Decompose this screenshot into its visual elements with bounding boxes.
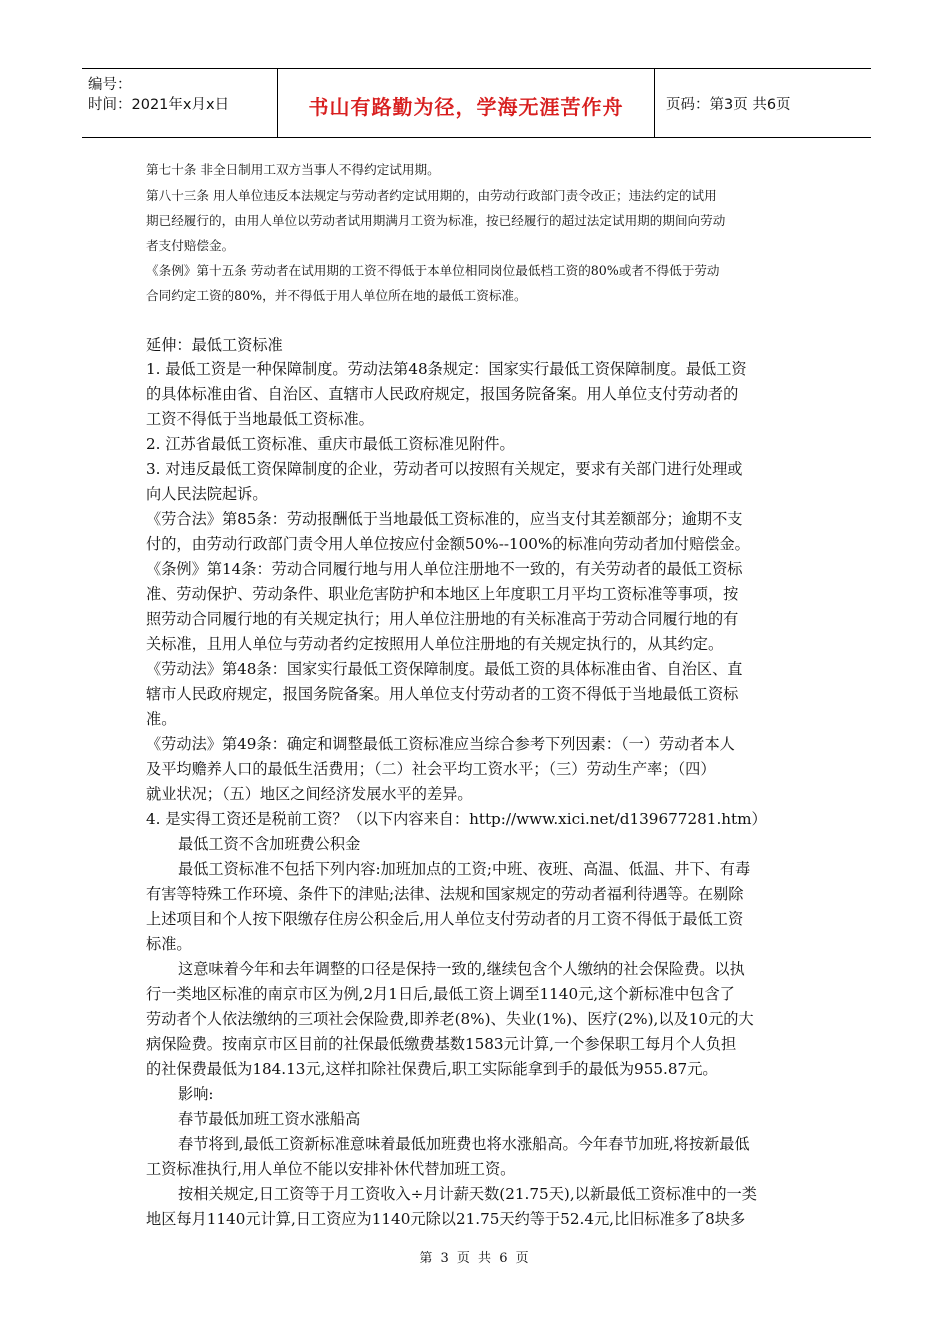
text-line: 《条例》第十五条 劳动者在试用期的工资不得低于本单位相同岗位最低档工资的80%或者不得低于劳动 (146, 263, 720, 278)
text-line: 《劳合法》第85条：劳动报酬低于当地最低工资标准的，应当支付其差额部分；逾期不支 (146, 510, 743, 528)
text-line: 春节将到,最低工资新标准意味着最低加班费也将水涨船高。今年春节加班,将按新最低 (178, 1135, 750, 1153)
text-line: 及平均赡养人口的最低生活费用；（二）社会平均工资水平；（三）劳动生产率；（四） (146, 760, 716, 778)
header-meta (88, 75, 276, 115)
text-line: 上述项目和个人按下限缴存住房公积金后,用人单位支付劳动者的月工资不得低于最低工资 (146, 910, 744, 928)
text-line: 工资不得低于当地最低工资标准。 (146, 410, 374, 428)
text-line: 劳动者个人依法缴纳的三项社会保险费,即养老(8%)、失业(1%)、医疗(2%),以及10元的大 (146, 1010, 754, 1028)
text-line: 向人民法院起诉。 (146, 485, 268, 503)
header-page-info: 页码：第3页 共6页 (666, 97, 791, 113)
text-line: 2. 江苏省最低工资标准、重庆市最低工资标准见附件。 (146, 435, 515, 453)
text-line: 有害等特殊工作环境、条件下的津贴;法律、法规和国家规定的劳动者福利待遇等。在剔除 (146, 885, 744, 903)
page-header (82, 68, 871, 138)
text-line: 准、劳动保护、劳动条件、职业危害防护和本地区上年度职工月平均工资标准等事项，按 (146, 585, 739, 603)
text-line: 病保险费。按南京市区目前的社保最低缴费基数1583元计算,一个参保职工每月个人负担 (146, 1035, 737, 1053)
text-line: 第七十条 非全日制用工双方当事人不得约定试用期。 (146, 162, 440, 177)
header-motto: 书山有路勤为径，学海无涯苦作舟 (308, 95, 624, 119)
text-line: 关标准，且用人单位与劳动者约定按照用人单位注册地的有关规定执行的，从其约定。 (146, 635, 724, 653)
text-line: 工资标准执行,用人单位不能以安排补休代替加班工资。 (146, 1160, 516, 1178)
subheading: 春节最低加班工资水涨船高 (178, 1110, 361, 1128)
text-line: 准。 (146, 710, 177, 728)
text-line: 的社保费最低为184.13元,这样扣除社保费后,职工实际能拿到手的最低为955.87元。 (146, 1060, 718, 1078)
text-line: 《条例》第14条：劳动合同履行地与用人单位注册地不一致的，有关劳动者的最低工资标 (146, 560, 743, 578)
text-line: 照劳动合同履行地的有关规定执行；用人单位注册地的有关标准高于劳动合同履行地的有 (146, 610, 739, 628)
header-divider (654, 69, 655, 137)
text-line: 付的，由劳动行政部门责令用人单位按应付金额50%--100%的标准向劳动者加付赔偿金。 (146, 535, 750, 553)
text-line: 地区每月1140元计算,日工资应为1140元除以21.75天约等于52.4元,比旧标准多了8块多 (146, 1210, 746, 1228)
text-line: 4. 是实得工资还是税前工资？（以下内容来自：http://www.xici.net/d139677281.htm） (146, 810, 767, 828)
text-line: 按相关规定,日工资等于月工资收入÷月计薪天数(21.75天),以新最低工资标准中的一类 (178, 1185, 757, 1203)
text-line: 辖市人民政府规定，报国务院备案。用人单位支付劳动者的工资不得低于当地最低工资标 (146, 685, 739, 703)
text-line: 的具体标准由省、自治区、直辖市人民政府规定，报国务院备案。用人单位支付劳动者的 (146, 385, 739, 403)
text-line: 合同约定工资的80%，并不得低于用人单位所在地的最低工资标准。 (146, 288, 527, 303)
text-line: 《劳动法》第49条：确定和调整最低工资标准应当综合参考下列因素：（一）劳动者本人 (146, 735, 735, 753)
text-line: 者支付赔偿金。 (146, 238, 235, 253)
number-label: 编号： (88, 77, 132, 93)
subheading: 最低工资不含加班费公积金 (178, 835, 361, 853)
text-line: 3. 对违反最低工资保障制度的企业，劳动者可以按照有关规定，要求有关部门进行处理或 (146, 460, 743, 478)
subheading: 影响: (178, 1085, 214, 1103)
text-line: 《劳动法》第48条：国家实行最低工资保障制度。最低工资的具体标准由省、自治区、直 (146, 660, 743, 678)
text-line: 第八十三条 用人单位违反本法规定与劳动者约定试用期的，由劳动行政部门责令改正；违法约定的试用 (146, 188, 717, 203)
text-line: 标准。 (146, 935, 192, 953)
text-line: 1. 最低工资是一种保障制度。劳动法第48条规定：国家实行最低工资保障制度。最低工资 (146, 360, 747, 378)
time-label: 时间：2021年x月x日 (88, 97, 230, 113)
text-line: 这意味着今年和去年调整的口径是保持一致的,继续包含个人缴纳的社会保险费。以执 (178, 960, 745, 978)
text-line: 就业状况；（五）地区之间经济发展水平的差异。 (146, 785, 473, 803)
page-footer: 第 3 页 共 6 页 (419, 1251, 531, 1266)
text-line: 最低工资标准不包括下列内容:加班加点的工资;中班、夜班、高温、低温、井下、有毒 (178, 860, 751, 878)
section-heading: 延伸：最低工资标准 (146, 336, 283, 354)
text-line: 期已经履行的，由用人单位以劳动者试用期满月工资为标准，按已经履行的超过法定试用期的期间向劳动 (146, 213, 726, 228)
text-line: 行一类地区标准的南京市区为例,2月1日后,最低工资上调至1140元,这个新标准中包含了 (146, 985, 735, 1003)
